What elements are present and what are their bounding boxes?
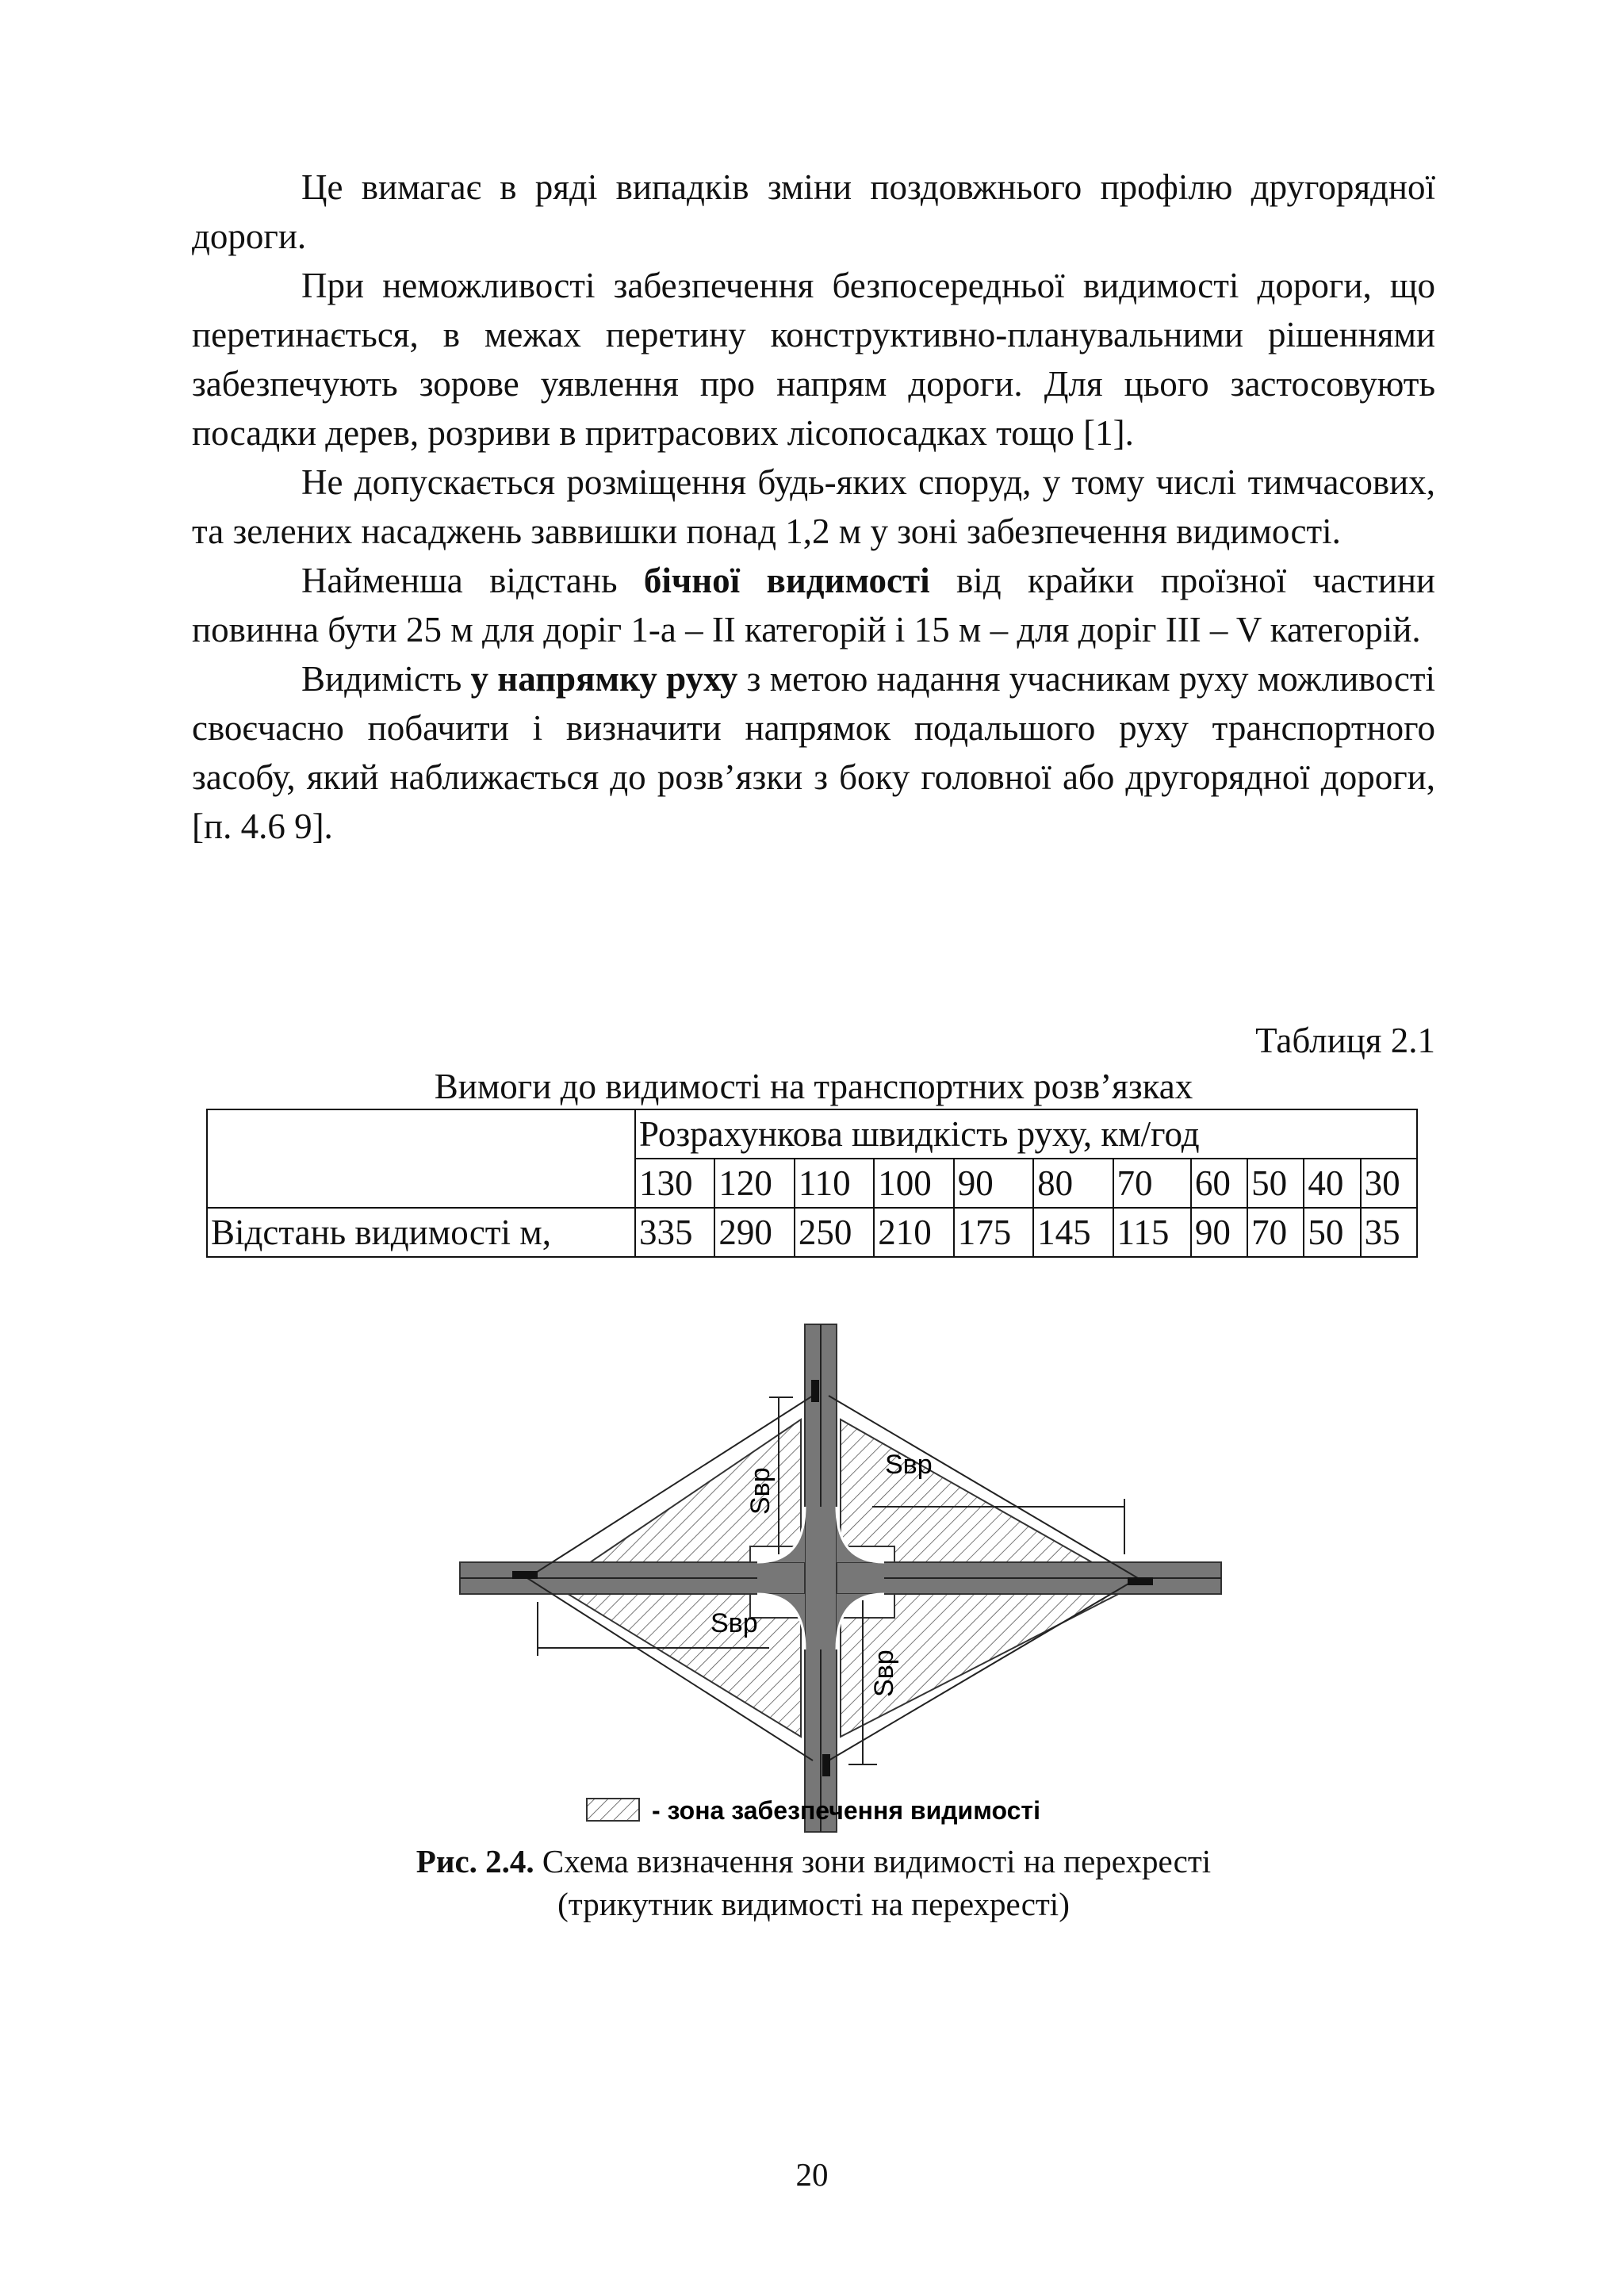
speed-value-cell: 40 (1304, 1159, 1360, 1208)
distance-value-cell: 145 (1033, 1208, 1113, 1257)
speed-value-cell: 80 (1033, 1159, 1113, 1208)
paragraph: Не допускається розміщення будь-яких споруд, у тому числі тимчасових, та зелених насаджень заввишки понад 1,2 м у зоні забезпечення видимості. (192, 462, 1435, 551)
figure-caption (192, 1840, 1435, 1925)
paragraph-text: від крайки проїзної частини повинна бути 25 м для доріг 1-а – II категорій і 15 м – для доріг III – V категорій. (192, 561, 1436, 649)
intersection-svg (444, 1316, 1237, 1840)
paragraph (192, 654, 1435, 851)
paragraph-text: Видимість (301, 659, 471, 699)
visibility-zone (555, 1586, 801, 1737)
paragraph-text: Найменша відстань (301, 561, 644, 600)
distance-value-cell: 50 (1304, 1208, 1360, 1257)
row-label-cell: Відстань видимості м, (207, 1208, 635, 1257)
caption-line (192, 1840, 1435, 1883)
distance-value-cell: 115 (1113, 1208, 1191, 1257)
speed-value-cell: 100 (874, 1159, 953, 1208)
bold-term: у напрямку руху (470, 659, 738, 699)
caption-figure-number: Рис. 2.4. (416, 1843, 534, 1879)
page-number: 20 (795, 2156, 829, 2193)
speed-value-cell: 50 (1247, 1159, 1304, 1208)
caption-line: (трикутник видимості на перехресті) (557, 1886, 1070, 1922)
paragraph (192, 556, 1435, 654)
distance-value-cell: 90 (1191, 1208, 1247, 1257)
speed-value-cell: 90 (954, 1159, 1033, 1208)
table-label: Таблиця 2.1 (1255, 1021, 1435, 1060)
vehicle-icon (811, 1380, 819, 1402)
speed-value-cell: 70 (1113, 1159, 1191, 1208)
speed-header-cell: Розрахункова швидкість руху, км/год (635, 1109, 1417, 1159)
vehicle-icon (1128, 1577, 1153, 1585)
dimension-label: Sвр (869, 1649, 899, 1697)
dimension-label: Sвр (745, 1467, 776, 1515)
paragraph: Це вимагає в ряді випадків зміни поздовжнього профілю другорядної дороги. (192, 167, 1435, 256)
table-row (207, 1208, 1417, 1257)
legend-hatch-swatch (587, 1799, 639, 1821)
table-title: Вимоги до видимості на транспортних розв’язках (434, 1067, 1193, 1106)
speed-value-cell: 110 (795, 1159, 874, 1208)
paragraph: При неможливості забезпечення безпосередньої видимості дороги, що перетинається, в межах перетину конструктивно-планувальними рішеннями забезпечують зорове уявлення про напрям дороги. Для цього застосовують посадки дерев, розриви в притрасових лісопосадках тощо [1]. (192, 266, 1435, 453)
vehicle-icon (822, 1754, 830, 1776)
distance-value-cell: 35 (1361, 1208, 1417, 1257)
dimension-label: Sвр (885, 1450, 933, 1480)
table-corner-cell (207, 1109, 635, 1208)
visibility-zone (841, 1420, 1134, 1586)
dimension-label: Sвр (710, 1608, 758, 1638)
distance-value-cell: 290 (714, 1208, 794, 1257)
table-row (207, 1109, 1417, 1159)
paragraph-text: з метою надання учасникам руху можливості своєчасно побачити і визначити напрямок подальшого руху транспортного засобу, який наближається до розв’язки з боку головної або другорядної дороги, [п. 4.6 9]. (192, 659, 1435, 846)
speed-value-cell: 130 (635, 1159, 714, 1208)
distance-value-cell: 210 (874, 1208, 953, 1257)
bold-term: бічної видимості (643, 561, 930, 600)
intersection-diagram (444, 1316, 1237, 1840)
caption-text: Схема визначення зони видимості на перехресті (534, 1843, 1212, 1879)
distance-value-cell: 335 (635, 1208, 714, 1257)
legend-text: - зона забезпечення видимості (652, 1796, 1040, 1825)
speed-value-cell: 60 (1191, 1159, 1247, 1208)
distance-value-cell: 70 (1247, 1208, 1304, 1257)
speed-value-cell: 30 (1361, 1159, 1417, 1208)
speed-value-cell: 120 (714, 1159, 794, 1208)
visibility-table (206, 1109, 1418, 1258)
distance-value-cell: 250 (795, 1208, 874, 1257)
body-text (192, 163, 1435, 851)
vehicle-icon (512, 1571, 538, 1579)
distance-value-cell: 175 (954, 1208, 1033, 1257)
